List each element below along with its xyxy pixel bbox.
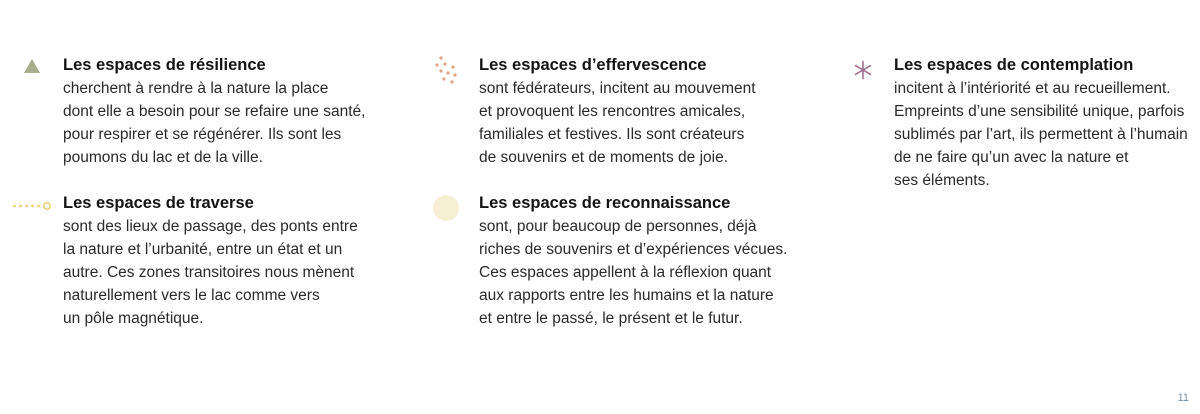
section-title: Les espaces de résilience [63, 56, 266, 74]
section-title: Les espaces de contemplation [894, 56, 1134, 74]
section-body: cherchent à rendre à la nature la place dont elle a besoin pour se refaire une santé, pour respirer et se régénérer. Ils sont les poumons du lac et de la ville. [63, 80, 366, 166]
triangle-icon [23, 58, 41, 79]
section-reconnaissance [479, 192, 819, 330]
section-title: Les espaces de traverse [63, 194, 254, 212]
section-body: sont, pour beaucoup de personnes, déjà riches de souvenirs et d’expériences vécues. Ces espaces appellent à la réflexion quant aux rapports entre les humains et la nature et entre le passé, le présent et le futur. [479, 218, 788, 327]
page-number: 11 [1177, 392, 1189, 404]
section-effervescence [479, 54, 819, 169]
section-title: Les espaces d’effervescence [479, 56, 707, 74]
section-body: incitent à l’intériorité et au recueillement. Empreints d’une sensibilité unique, parfois sublimés par l’art, ils permettent à l’humain de ne faire qu’un avec la nature et ses éléments. [894, 80, 1188, 189]
section-title: Les espaces de reconnaissance [479, 194, 731, 212]
section-contemplation [894, 54, 1194, 192]
dots-cluster-icon [434, 55, 460, 92]
section-body: sont fédérateurs, incitent au mouvement et provoquent les rencontres amicales, familiales et festives. Ils sont créateurs de souvenirs et de moments de joie. [479, 80, 756, 166]
dotted-line-icon [12, 199, 54, 217]
section-traverse [63, 192, 403, 330]
asterisk-icon [853, 60, 873, 85]
circle-icon [432, 194, 460, 227]
section-resilience [63, 54, 403, 169]
section-body: sont des lieux de passage, des ponts entre la nature et l’urbanité, entre un état et un autre. Ces zones transitoires nous mènent naturellement vers le lac comme vers un pôle magnétique. [63, 218, 358, 327]
